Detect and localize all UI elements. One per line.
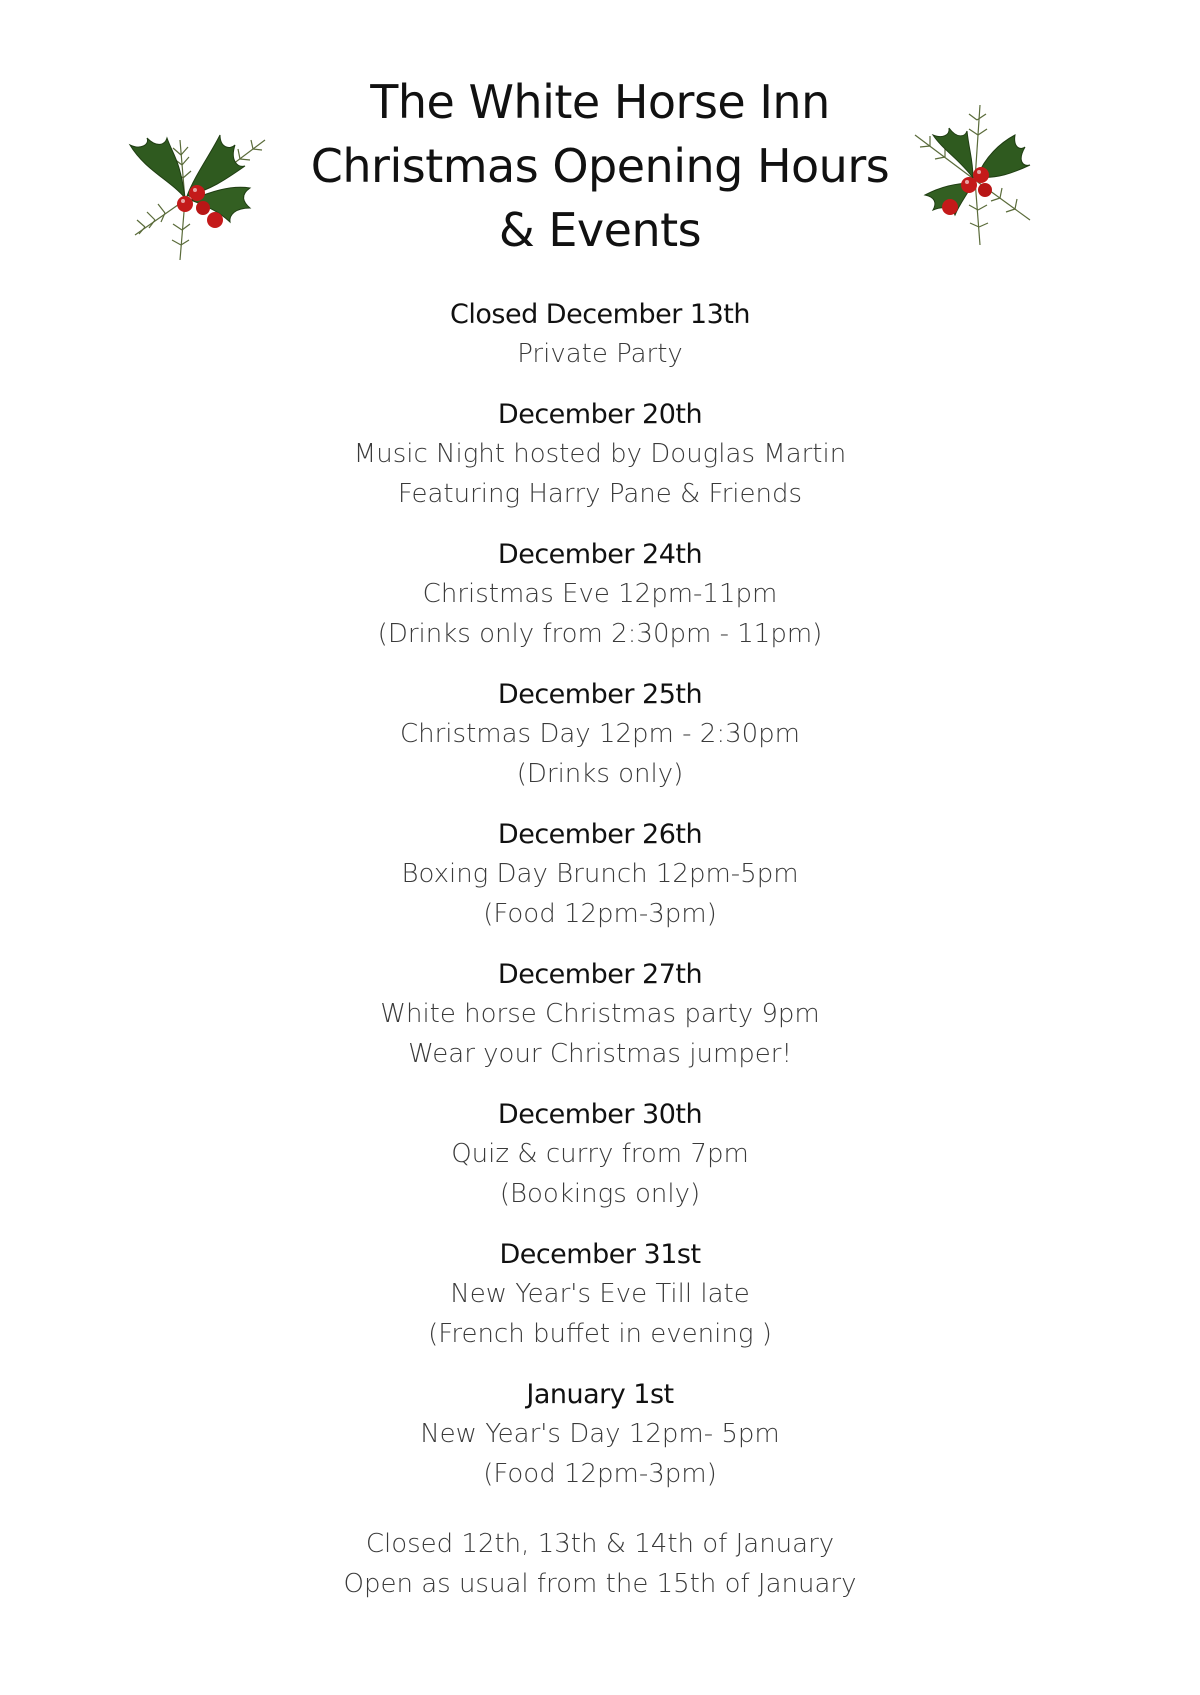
event-detail: (French buffet in evening ) [428, 1319, 772, 1349]
event-item [300, 1096, 900, 1214]
closing-notice [300, 1524, 900, 1604]
event-detail: (Drinks only from 2:30pm - 11pm) [377, 619, 823, 649]
event-item [300, 1236, 900, 1354]
event-detail: Wear your Christmas jumper! [408, 1039, 792, 1069]
event-date: December 27th [497, 959, 703, 990]
event-date: Closed December 13th [450, 299, 750, 330]
event-detail: Christmas Eve 12pm-11pm [422, 579, 778, 609]
event-detail: Featuring Harry Pane & Friends [397, 479, 803, 509]
event-detail: Quiz & curry from 7pm [451, 1139, 749, 1169]
holly-icon [125, 100, 285, 280]
holly-icon [905, 95, 1065, 275]
title-line-1: The White Horse Inn [370, 75, 830, 129]
event-item [300, 676, 900, 794]
closing-line: Open as usual from the 15th of January [343, 1569, 857, 1599]
event-item [300, 816, 900, 934]
event-detail: New Year's Eve Till late [450, 1279, 750, 1309]
page-title [300, 70, 900, 262]
event-detail: Music Night hosted by Douglas Martin [353, 439, 847, 469]
event-detail: (Bookings only) [499, 1179, 701, 1209]
event-detail: (Food 12pm-3pm) [483, 899, 717, 929]
title-line-2: Christmas Opening Hours [310, 139, 890, 193]
events-list [300, 296, 900, 1516]
event-date: December 30th [497, 1099, 703, 1130]
event-detail: (Drinks only) [516, 759, 684, 789]
event-date: December 25th [497, 679, 703, 710]
closing-line: Closed 12th, 13th & 14th of January [365, 1529, 835, 1559]
event-detail: Private Party [517, 339, 683, 369]
event-item [300, 536, 900, 654]
event-date: January 1st [526, 1379, 674, 1410]
title-line-3: & Events [498, 203, 702, 257]
event-detail: White horse Christmas party 9pm [380, 999, 820, 1029]
event-item [300, 396, 900, 514]
event-item [300, 1376, 900, 1494]
event-detail: Christmas Day 12pm - 2:30pm [399, 719, 800, 749]
event-date: December 24th [497, 539, 703, 570]
event-date: December 20th [497, 399, 703, 430]
event-detail: Boxing Day Brunch 12pm-5pm [401, 859, 799, 889]
event-date: December 31st [499, 1239, 701, 1270]
event-date: December 26th [497, 819, 703, 850]
event-detail: (Food 12pm-3pm) [483, 1459, 717, 1489]
event-item [300, 296, 900, 374]
event-item [300, 956, 900, 1074]
event-detail: New Year's Day 12pm- 5pm [420, 1419, 780, 1449]
